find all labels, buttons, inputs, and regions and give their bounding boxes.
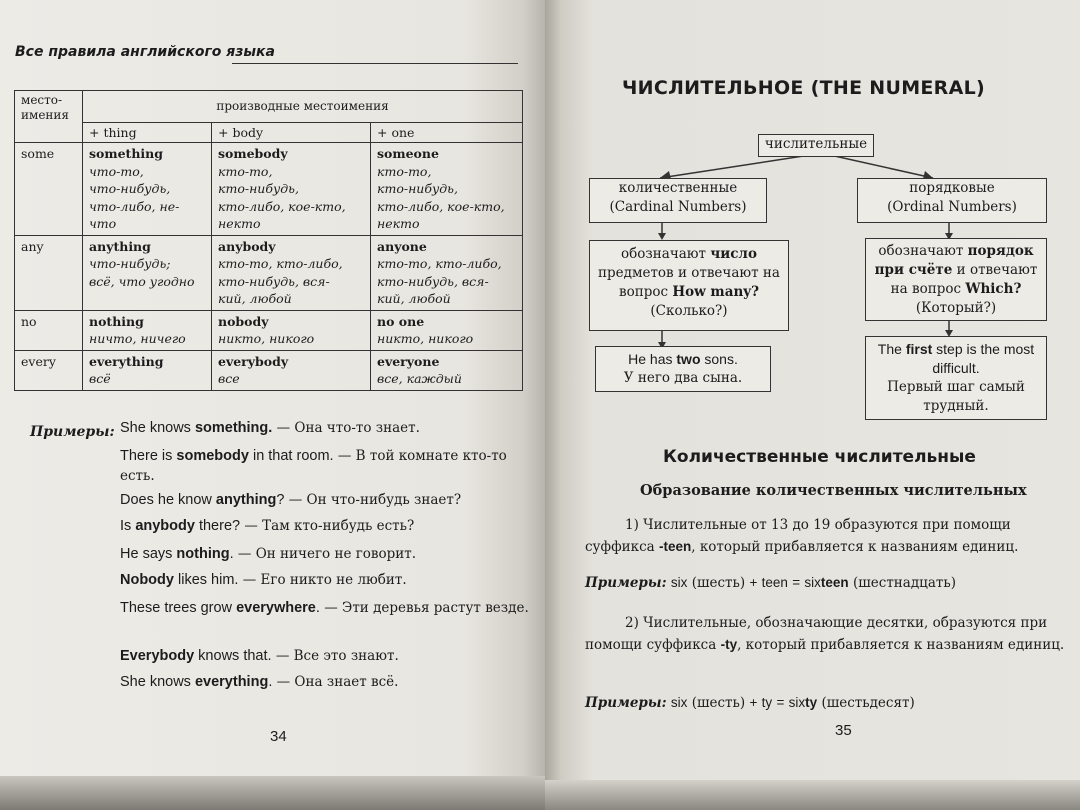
example-line: Does he know anything? — Он что-нибудь знает?: [120, 492, 462, 508]
col-header-pronouns: место-имения: [15, 91, 83, 143]
example-line: There is somebody in that room. — В той комнате кто-то есть.: [120, 448, 507, 484]
diagram-root: числительные: [758, 134, 874, 157]
right-page: [545, 0, 1080, 810]
sub-header-body: + body: [212, 123, 371, 143]
main-header: производные местоимения: [83, 91, 523, 123]
cell-one: no one никто, никого: [371, 310, 523, 350]
cell-thing: something что-то, что-нибудь, что-либо, не- что: [83, 143, 212, 236]
formation-title: Образование количественных числительных: [640, 482, 1027, 499]
cell-body: nobody никто, никого: [212, 310, 371, 350]
diagram-ordinal: порядковые (Ordinal Numbers): [857, 178, 1047, 223]
page-edge: [545, 780, 1080, 810]
example-line: Nobody likes him. — Его никто не любит.: [120, 572, 407, 588]
table-row: [15, 235, 523, 310]
cell-body: everybody все: [212, 350, 371, 390]
row-base: some: [15, 143, 83, 236]
cell-one: anyone кто-то, кто-либо, кто-нибудь, вся- кий, любой: [371, 235, 523, 310]
example-line: He says nothing. — Он ничего не говорит.: [120, 546, 417, 562]
sub-header-thing: + thing: [83, 123, 212, 143]
page-edge: [0, 776, 545, 810]
cell-one: someone кто-то, кто-нибудь, кто-либо, кое-кто, некто: [371, 143, 523, 236]
example-line: Everybody knows that. — Все это знают.: [120, 648, 399, 664]
examples-label: Примеры:: [30, 424, 115, 440]
section-title: ЧИСЛИТЕЛЬНОЕ (THE NUMERAL): [622, 77, 986, 99]
example-line: She knows something. — Она что-то знает.: [120, 420, 420, 436]
cell-body: somebody кто-то, кто-нибудь, кто-либо, кое-кто, некто: [212, 143, 371, 236]
row-base: any: [15, 235, 83, 310]
example-1: Примеры: six (шесть) + teen = sixteen (шестнадцать): [585, 575, 956, 591]
pronoun-table: [14, 90, 523, 391]
sub-header-one: + one: [371, 123, 523, 143]
diagram-ordinal-example: The first step is the most difficult. Первый шаг самый трудный.: [865, 336, 1047, 420]
row-base: every: [15, 350, 83, 390]
table-row: [15, 310, 523, 350]
cell-one: everyone все, каждый: [371, 350, 523, 390]
table-row: [15, 143, 523, 236]
running-title: Все правила английского языка: [15, 44, 275, 60]
page-number: 35: [835, 722, 852, 739]
subsection-title: Количественные числительные: [663, 447, 976, 467]
diagram-ordinal-desc: обозначают порядок при счёте и отвечают на вопрос Which? (Который?): [865, 238, 1047, 321]
cell-thing: anything что-нибудь; всё, что угодно: [83, 235, 212, 310]
rule-2: 2) Числительные, обозначающие десятки, образуются при помощи суффикса -ty, который прибавляется к названиям единиц.: [585, 615, 1065, 653]
cell-thing: nothing ничто, ничего: [83, 310, 212, 350]
page-number: 34: [270, 728, 287, 745]
diagram-cardinal: количественные (Cardinal Numbers): [589, 178, 767, 223]
diagram-cardinal-example: He has two sons. У него два сына.: [595, 346, 771, 392]
example-2: Примеры: six (шесть) + ty = sixty (шестьдесят): [585, 695, 915, 711]
cell-body: anybody кто-то, кто-либо, кто-нибудь, вся- кий, любой: [212, 235, 371, 310]
table-row: [15, 350, 523, 390]
example-line: Is anybody there? — Там кто-нибудь есть?: [120, 518, 415, 534]
cell-thing: everything всё: [83, 350, 212, 390]
header-rule: [232, 63, 518, 64]
row-base: no: [15, 310, 83, 350]
example-line: She knows everything. — Она знает всё.: [120, 674, 399, 690]
diagram-cardinal-desc: обозначают число предметов и отвечают на вопрос How many? (Сколько?): [589, 240, 789, 331]
example-line: These trees grow everywhere. — Эти деревья растут везде.: [120, 600, 529, 616]
rule-1: 1) Числительные от 13 до 19 образуются при помощи суффикса -teen, который прибавляется к названиям единиц.: [585, 517, 1019, 555]
